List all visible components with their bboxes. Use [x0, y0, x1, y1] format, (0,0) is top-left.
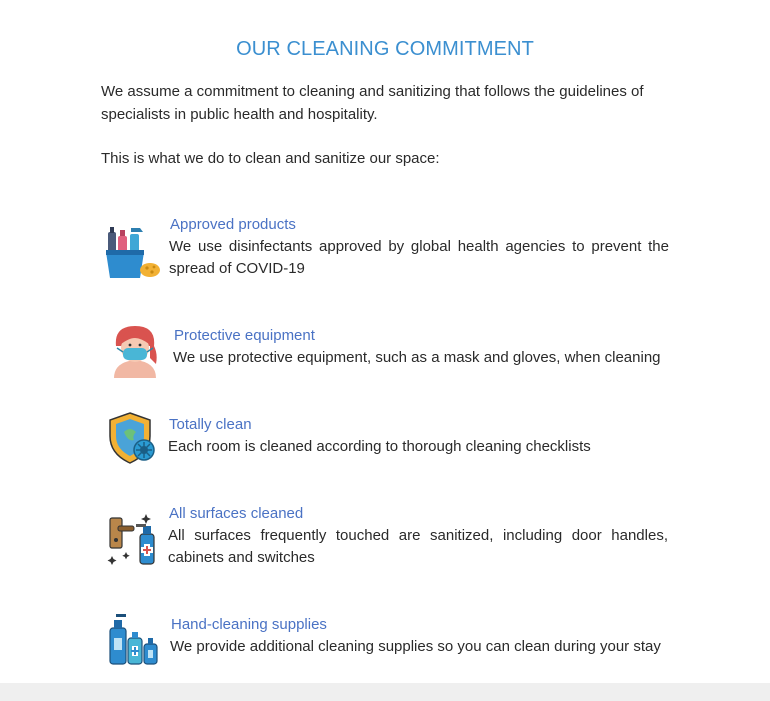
page-title: OUR CLEANING COMMITMENT [236, 38, 534, 60]
page-footer-band [0, 683, 770, 701]
item-title: All surfaces cleaned [169, 505, 304, 522]
lead-paragraph: This is what we do to clean and sanitize our space: [101, 150, 440, 167]
item-description: We use disinfectants approved by global health agencies to prevent the spread of COVID-19 [169, 238, 669, 277]
item-title: Protective equipment [174, 327, 315, 344]
hand-sanitizer-bottles-icon [106, 610, 164, 670]
door-handle-spray-icon [104, 510, 162, 570]
item-title: Hand-cleaning supplies [171, 616, 327, 633]
intro-paragraph: We assume a commitment to cleaning and sanitizing that follows the guidelines of specialists in public health and hospitality. [101, 83, 644, 123]
item-description: We provide additional cleaning supplies so you can clean during your stay [170, 638, 661, 655]
protective-mask-icon [106, 322, 164, 380]
shield-virus-icon [104, 410, 160, 466]
item-description: All surfaces frequently touched are sanitized, including door handles, cabinets and switches [168, 527, 668, 566]
item-description: Each room is cleaned according to thorough cleaning checklists [168, 438, 591, 455]
cleaning-products-icon [104, 222, 162, 282]
item-title: Approved products [170, 216, 296, 233]
item-description: We use protective equipment, such as a mask and gloves, when cleaning [173, 349, 661, 366]
item-title: Totally clean [169, 416, 252, 433]
